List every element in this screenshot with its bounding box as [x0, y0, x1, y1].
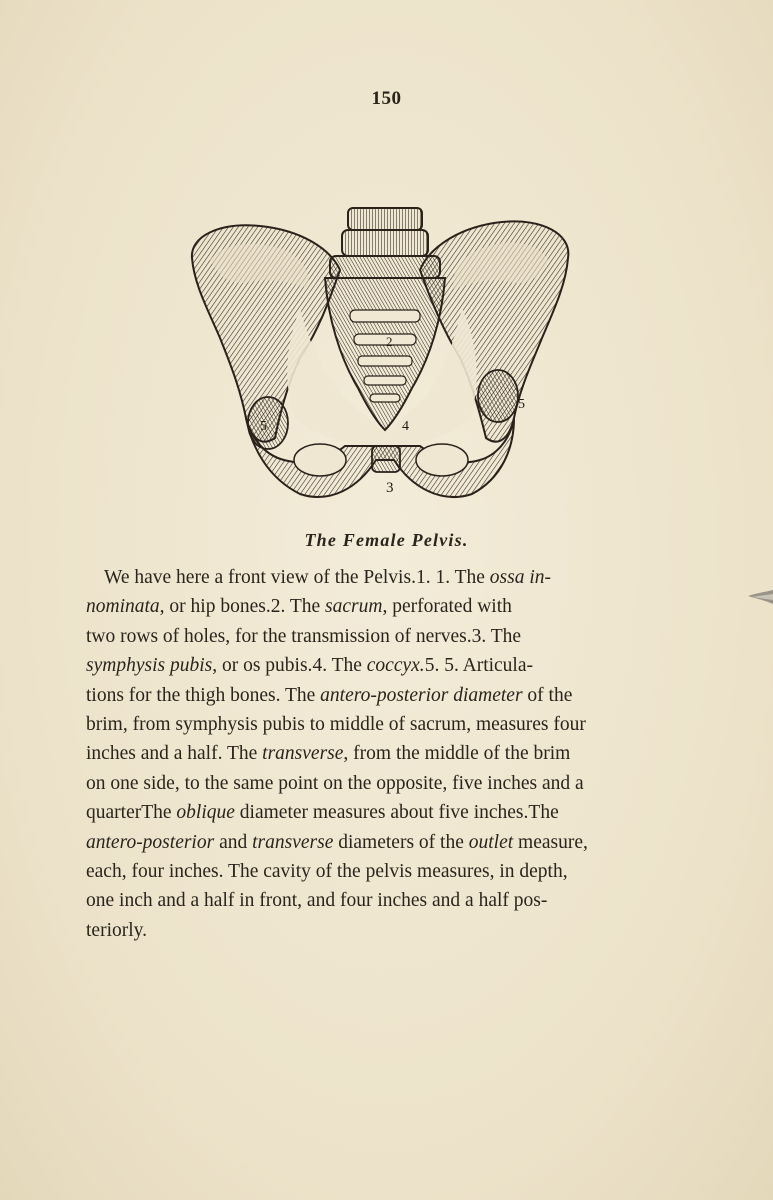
text-run: 2. The: [270, 596, 326, 618]
text-run: 1. 1. The: [415, 567, 490, 588]
text-run: , perforated with: [382, 596, 512, 618]
page-number: 150: [371, 88, 402, 109]
label-5-left: 5: [260, 419, 267, 434]
italic-run: nominata: [86, 596, 160, 618]
text-run: tions for the thigh bones. The: [86, 684, 321, 706]
text-run: on one side, to the same point on the opposite, five inches and a: [86, 772, 584, 794]
text-line: [86, 769, 681, 798]
text-run: teriorly.: [86, 919, 148, 941]
italic-run: sacrum: [325, 596, 383, 618]
text-run: The: [141, 802, 177, 824]
text-run: 5. 5. Articula-: [424, 655, 533, 677]
page-edge-mark-icon: [746, 584, 773, 612]
text-line: [86, 710, 681, 739]
label-4: 4: [402, 419, 409, 434]
text-run: each, four inches. The cavity of the pelvis measures, in depth,: [86, 860, 568, 882]
text-run: brim, from symphysis pubis to middle of sacrum, measures four: [86, 713, 586, 735]
text-line: [86, 651, 681, 680]
text-run: quarter: [86, 802, 142, 824]
pelvis-illustration: [180, 198, 580, 516]
text-line: [86, 857, 681, 886]
italic-run: antero-posterior diameter: [320, 684, 523, 706]
text-run: , or hip bones.: [159, 596, 271, 618]
italic-run: outlet: [468, 831, 514, 853]
label-5-right: 5: [518, 397, 525, 412]
text-run: , from the middle of the brim: [343, 743, 571, 765]
text-run: We have here a front view of the Pelvis.: [104, 567, 416, 588]
text-run: 4. The: [312, 655, 367, 677]
italic-run: antero-posterior: [86, 831, 215, 853]
text-run: measure,: [513, 831, 588, 853]
text-run: 3. The: [471, 625, 522, 647]
text-line: [86, 828, 681, 857]
italic-run: oblique: [176, 802, 235, 824]
text-line: [86, 563, 681, 592]
text-run: diameters of the: [333, 831, 469, 853]
label-3: 3: [386, 480, 394, 496]
text-run: diameter measures about five inches.: [234, 802, 529, 824]
italic-run: symphysis pubis: [86, 655, 213, 677]
text-run: The: [528, 802, 559, 824]
text-run: one inch and a half in front, and four inches and a half pos-: [86, 890, 548, 912]
italic-run: transverse: [262, 743, 344, 765]
text-line: [86, 916, 681, 945]
label-2: 2: [386, 334, 393, 349]
text-line: [86, 798, 681, 827]
text-line: [86, 592, 681, 621]
italic-run: coccyx.: [366, 655, 425, 677]
body-paragraph: [86, 563, 681, 945]
text-line: [86, 886, 681, 915]
figure-caption: The Female Pelvis.: [304, 530, 469, 550]
text-run: two rows of holes, for the transmission of nerves.: [86, 625, 472, 647]
text-line: [86, 739, 681, 768]
text-line: [86, 622, 681, 651]
text-run: , or os pubis.: [212, 655, 313, 677]
text-line: [86, 681, 681, 710]
text-run: inches and a half. The: [86, 743, 263, 765]
italic-run: transverse: [252, 831, 334, 853]
text-run: of the: [522, 684, 573, 706]
text-run: and: [214, 831, 253, 853]
italic-run: ossa in-: [489, 567, 552, 588]
